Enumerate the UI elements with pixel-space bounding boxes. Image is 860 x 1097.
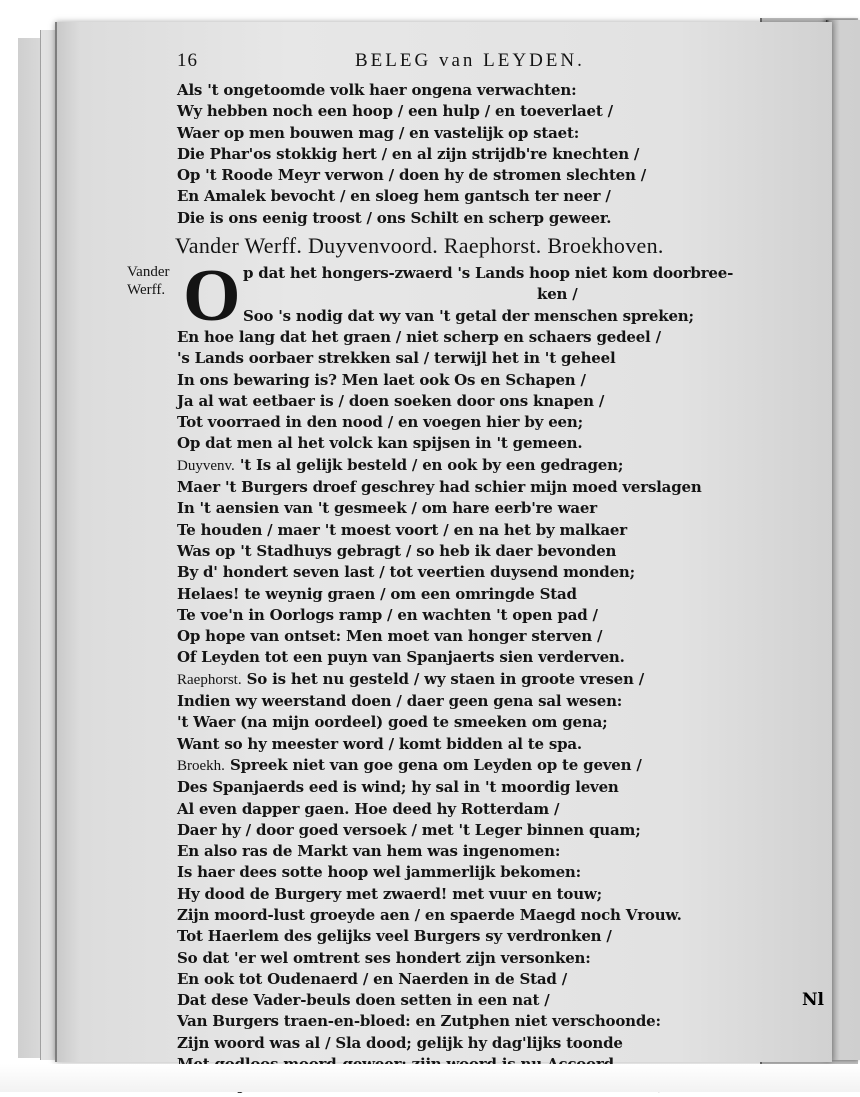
page-header	[177, 50, 827, 80]
verse-line: Op dat men al het volck kan spijsen in 't gemeen.	[177, 434, 583, 453]
duyvenvoord-speech	[177, 455, 827, 669]
raephorst-speech	[177, 669, 827, 755]
verse-line: By d' hondert seven last / tot veertien duysend monden;	[177, 563, 635, 582]
verse-line: Op hope van ontset: Men moet van honger sterven /	[177, 627, 603, 646]
duyvenvoord-lines	[177, 477, 827, 669]
verse-line: Of Leyden tot een puyn van Spanjaerts sien verderven.	[177, 648, 625, 667]
verse-line: ken /	[537, 285, 578, 304]
verse-line: En Amalek bevocht / en sloeg hem gantsch ter neer /	[177, 187, 611, 206]
raephorst-lines	[177, 691, 827, 755]
speaker-label: Broekh.	[177, 757, 225, 774]
verse-line: Zijn woord was al / Sla dood; gelijk hy dag'lijks toonde	[177, 1033, 623, 1052]
verse-line: Daer hy / door goed versoek / met 't Leger binnen quam;	[177, 820, 641, 839]
verse-line: Tot voorraed in den nood / en voegen hier by een;	[177, 413, 583, 432]
catchword: Nl	[802, 990, 824, 1010]
speaker-label: Duyvenv.	[177, 457, 235, 474]
verse-line: Is haer dees sotte hoop wel jammerlijk bekomen:	[177, 863, 581, 882]
verse-line: Te voe'n in Oorlogs ramp / en wachten 't open pad /	[177, 605, 598, 624]
verse-line: p dat het hongers-zwaerd 's Lands hoop niet kom doorbree-	[243, 264, 734, 283]
verse-line: Te houden / maer 't moest voort / en na het by malkaer	[177, 520, 627, 539]
verse-line: Soo 's nodig dat wy van 't getal der menschen spreken;	[243, 306, 694, 325]
margin-speaker-label: Vander Werff.	[127, 264, 170, 299]
broekhoven-speech	[177, 755, 827, 1097]
verse-text: 't Is al gelijk besteld / en ook by een gedragen;	[239, 455, 624, 474]
verse-line: Op 't Roode Meyr verwon / doen hy de stromen slechten /	[177, 166, 647, 185]
text-block	[127, 50, 827, 1097]
verse-line: Helaes! te weynig graen / om een omringde Stad	[177, 584, 577, 603]
verse-line: Als 't ongetoomde volk haer ongena verwachten:	[177, 81, 577, 99]
verse-line: 's Lands oorbaer strekken sal / terwijl het in 't geheel	[177, 349, 616, 368]
verse-line: En ook tot Oudenaerd / en Naerden in de Stad /	[177, 969, 568, 988]
speaker-label: Raephorst.	[177, 671, 242, 688]
verse-line: Zijn moord-lust groeyde aen / en spaerde Maegd noch Vrouw.	[177, 905, 682, 924]
verse-line: En also ras de Markt van hem was ingenomen:	[177, 842, 561, 861]
section-heading: Vander Werff. Duyvenvoord. Raephorst. Broekhoven.	[175, 233, 664, 259]
verse-line: 't Waer (na mijn oordeel) goed te smeeken om gena;	[177, 713, 608, 732]
verse-line: So dat 'er wel omtrent ses hondert zijn versonken:	[177, 948, 591, 967]
vander-werff-lines	[177, 327, 827, 455]
verse-line	[177, 669, 827, 691]
broekhoven-lines	[177, 777, 827, 1096]
verse-line: Indien wy weerstand doen / daer geen gena sal wesen:	[177, 692, 623, 711]
verse-line: Van Burgers traen-en-bloed: en Zutphen niet verschoonde:	[177, 1012, 661, 1031]
verse-line	[177, 455, 827, 477]
verse-line: Waer op men bouwen mag / en vastelijk op staet:	[177, 123, 580, 142]
verse-line: Die Phar'os stokkig hert / en al zijn strijdb're knechten /	[177, 144, 640, 163]
scan-background	[0, 1064, 860, 1092]
verses-top	[177, 80, 827, 229]
verse-text: Spreek niet van goe gena om Leyden op te geven /	[229, 755, 642, 774]
verse-line: Maer 't Burgers droef geschrey had schier mijn moed verslagen	[177, 478, 702, 497]
verse-line: Want so hy meester word / komt bidden al te spa.	[177, 734, 582, 753]
verse-line: In 't aensien van 't gesmeek / om hare eerb're waer	[177, 499, 597, 518]
drop-cap: O	[183, 255, 241, 338]
verse-line: Des Spanjaerds eed is wind; hy sal in 't moordig leven	[177, 778, 619, 797]
verse-line: Hy dood de Burgery met zwaerd! met vuur en touw;	[177, 884, 602, 903]
verse-line: In ons bewaring is? Men laet ook Os en Schapen /	[177, 370, 586, 389]
running-head: BELEG van LEYDEN.	[355, 50, 585, 71]
verse-line: Tot Haerlem des gelijks veel Burgers sy verdronken /	[177, 927, 612, 946]
verse-line	[177, 755, 827, 777]
verse-line: Dat dese Vader-beuls doen setten in een nat /	[177, 991, 550, 1010]
verse-line: Wy hebben noch een hoop / een hulp / en toeverlaet /	[177, 102, 613, 121]
printed-page	[55, 22, 832, 1062]
verse-line: Die is ons eenig troost / ons Schilt en scherp geweer.	[177, 208, 612, 227]
verse-line: Was op 't Stadhuys gebragt / so heb ik daer bevonden	[177, 541, 617, 560]
verse-line: Al even dapper gaen. Hoe deed hy Rotterdam /	[177, 799, 560, 818]
verse-line: En hoe lang dat het graen / niet scherp en schaers gedeel /	[177, 327, 661, 346]
verse-line: Ja al wat eetbaer is / doen soeken door ons knapen /	[177, 391, 605, 410]
page-number: 16	[177, 50, 198, 71]
verse-text: So is het nu gesteld / wy staen in groote vresen /	[246, 669, 645, 688]
